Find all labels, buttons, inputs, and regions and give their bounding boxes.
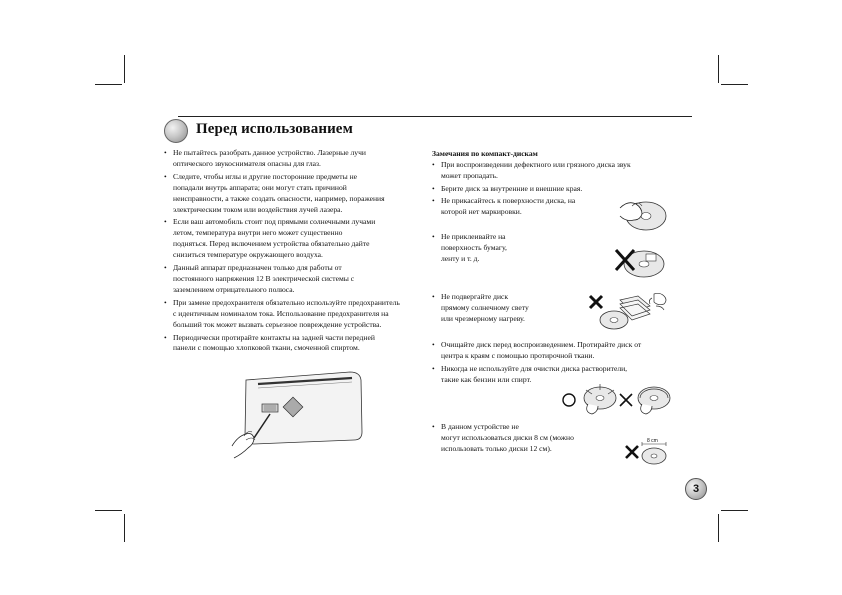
left-bullet bbox=[164, 298, 426, 331]
front-panel-cleaning-illustration bbox=[228, 370, 368, 462]
crop-mark bbox=[124, 514, 125, 542]
crop-mark bbox=[124, 55, 125, 83]
line: Берите диск за внутренние и внешние края. bbox=[441, 184, 583, 193]
line: которой нет маркировки. bbox=[441, 206, 522, 216]
note-text bbox=[432, 196, 622, 218]
sticker-on-disc-illustration bbox=[612, 244, 668, 280]
line: Данный аппарат предназначен только для работы от bbox=[173, 263, 342, 273]
line: прямому солнечному свету bbox=[441, 302, 529, 312]
cd-note-3 bbox=[432, 196, 622, 218]
line: Никогда не используйте для очистки диска растворители, bbox=[441, 364, 628, 373]
cleaning-wrong-illustration bbox=[618, 382, 674, 416]
cd-note-4 bbox=[432, 232, 552, 265]
crop-mark bbox=[718, 55, 719, 83]
line: Следите, чтобы иглы и другие посторонние предметы не bbox=[173, 171, 357, 181]
line: больший ток может вызвать серьезное повреждение устройства. bbox=[173, 319, 382, 329]
cd-note-8 bbox=[432, 422, 622, 455]
line: может пропадать. bbox=[441, 170, 498, 180]
sun-heat-illustration bbox=[584, 290, 674, 336]
handle-disc-illustration bbox=[618, 194, 668, 234]
crop-mark bbox=[721, 84, 748, 85]
left-bullet bbox=[164, 148, 426, 170]
crop-mark bbox=[721, 510, 748, 511]
line: Не пытайтесь разобрать данное устройство. Лазерные лучи bbox=[173, 148, 366, 157]
line: заземлением отрицательного полюса. bbox=[173, 284, 295, 294]
line: оптического звукоснимателя опасны для глаз. bbox=[173, 158, 321, 168]
cd-note-6 bbox=[432, 340, 687, 362]
line: снизиться температуре окружающего воздуха. bbox=[173, 250, 323, 260]
line: ленту и т. д. bbox=[441, 253, 480, 263]
note-text bbox=[432, 232, 552, 265]
line: При воспроизведении дефектного или грязного диска звук bbox=[441, 160, 631, 169]
disc-size-label: 8 cm bbox=[647, 438, 658, 444]
cd-notes-heading: Замечания по компакт-дискам bbox=[432, 149, 538, 158]
line: В данном устройстве не bbox=[441, 422, 519, 431]
line: могут использоваться диски 8 см (можно bbox=[441, 432, 574, 442]
line: Очищайте диск перед воспроизведением. Протирайте диск от bbox=[441, 340, 642, 349]
line: неисправности, а также создать опасности, например, поражения bbox=[173, 193, 385, 203]
line: центра к краям с помощью протирочной ткани. bbox=[441, 350, 595, 360]
crop-mark bbox=[718, 514, 719, 542]
cleaning-correct-illustration bbox=[562, 382, 622, 416]
line: При замене предохранителя обязательно используйте предохранитель bbox=[173, 297, 400, 307]
line: Периодически протирайте контакты на задней части передней bbox=[173, 332, 375, 342]
cd-note-5 bbox=[432, 292, 572, 325]
line: Не приклеивайте на bbox=[441, 232, 506, 241]
line: или чрезмерному нагреву. bbox=[441, 313, 525, 323]
left-bullet bbox=[164, 217, 426, 261]
line: электрическим током или воздействия лучей лазера. bbox=[173, 204, 343, 214]
crop-mark bbox=[95, 84, 122, 85]
line: попадали внутрь аппарата; они могут стать причиной bbox=[173, 182, 347, 192]
left-bullet bbox=[164, 263, 426, 296]
line: поверхность бумагу, bbox=[441, 242, 507, 252]
note-text bbox=[432, 160, 682, 182]
line: Не прикасайтесь к поверхности диска, на bbox=[441, 196, 576, 205]
line: такие как бензин или спирт. bbox=[441, 374, 532, 384]
header-bullet-icon bbox=[164, 119, 188, 143]
line: Если ваш автомобиль стоит под прямыми солнечными лучами bbox=[173, 217, 376, 227]
page-number: 3 bbox=[685, 478, 707, 500]
line: подняться. Перед включением устройства обязательно дайте bbox=[173, 239, 370, 249]
line: панели с помощью хлопковой ткани, смоченной спиртом. bbox=[173, 343, 360, 353]
note-text bbox=[432, 422, 622, 455]
left-bullet bbox=[164, 333, 426, 355]
header-rule bbox=[178, 116, 692, 117]
cd-note-1 bbox=[432, 160, 682, 182]
left-bullet bbox=[164, 172, 426, 216]
crop-mark bbox=[95, 510, 122, 511]
line: использовать только диски 12 см). bbox=[441, 443, 552, 453]
line: с идентичным номиналом тока. Использование предохранителя на bbox=[173, 308, 389, 318]
note-text bbox=[432, 292, 572, 325]
line: постоянного напряжения 12 В электрической системы с bbox=[173, 273, 355, 283]
left-column bbox=[164, 148, 426, 356]
line: летом, температура внутри него может существенно bbox=[173, 228, 343, 238]
note-text bbox=[432, 340, 687, 362]
page-title: Перед использованием bbox=[196, 121, 353, 137]
line: Не подвергайте диск bbox=[441, 292, 509, 301]
